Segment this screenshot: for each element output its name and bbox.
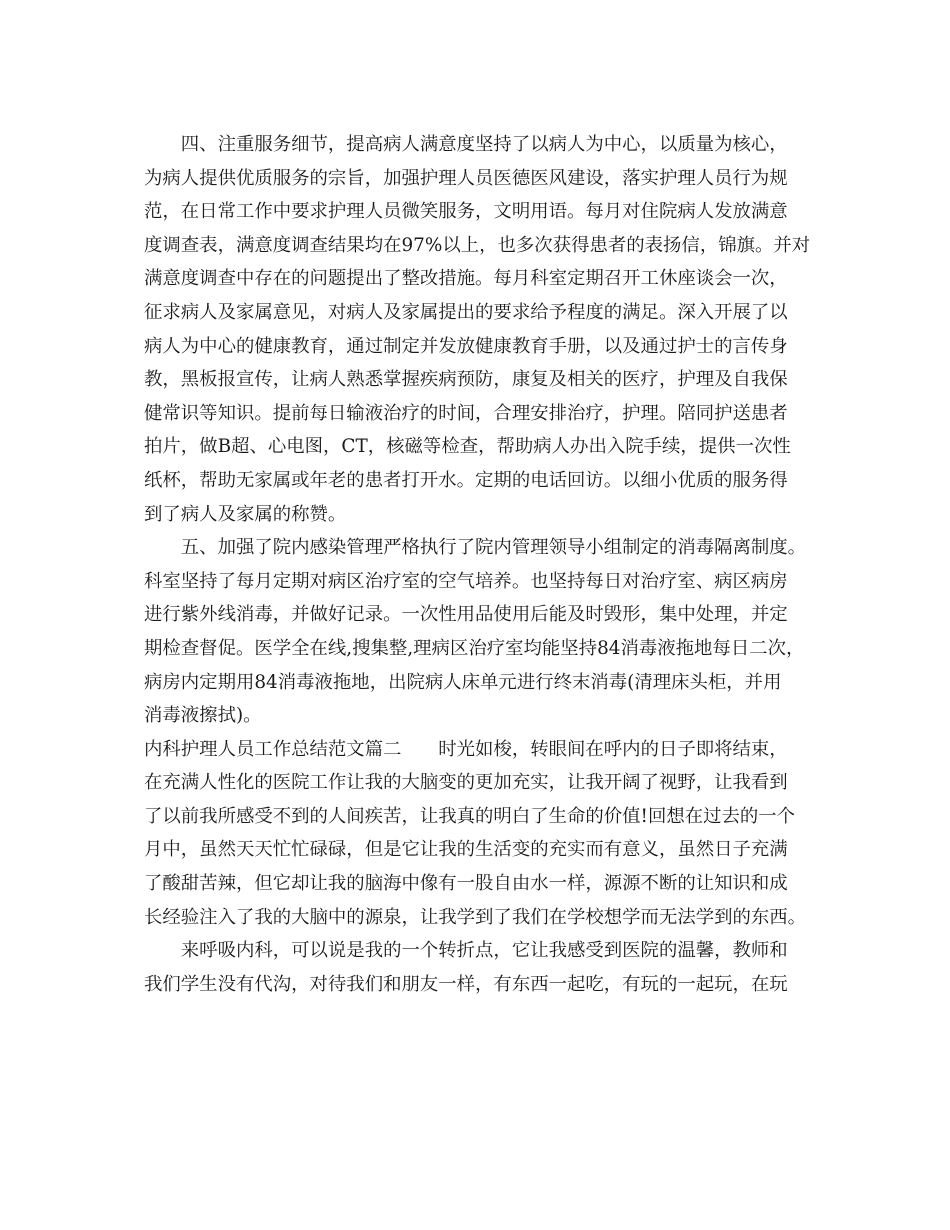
text-line: 来呼吸内科，可以说是我的一个转折点，它让我感受到医院的温馨，教师和 [144,940,788,962]
text-line: 科室坚持了每月定期对病区治疗室的空气培养。也坚持每日对治疗室、病区病房 [144,570,788,592]
section-opening-text: 时光如梭，转眼间在呼内的日子即将结束， [401,738,788,760]
text-line: 期检查督促。医学全在线,搜集整,理病区治疗室均能坚持84消毒液拖地每日二次， [144,637,805,659]
text-line: 病房内定期用84消毒液拖地，出院病人床单元进行终末消毒(清理床头柜，并用 [144,671,782,693]
text-line: 五、加强了院内感染管理严格执行了院内管理领导小组制定的消毒隔离制度。 [144,537,807,559]
text-line: 了以前我所感受不到的人间疾苦，让我真的明白了生命的价值!回想在过去的一个 [144,805,796,827]
text-line: 满意度调查中存在的问题提出了整改措施。每月科室定期召开工休座谈会一次， [144,268,788,290]
text-line: 我们学生没有代沟，对待我们和朋友一样，有东西一起吃，有玩的一起玩，在玩 [144,973,788,995]
text-line: 病人为中心的健康教育，通过制定并发放健康教育手册，以及通过护士的言传身 [144,335,788,357]
text-line: 纸杯，帮助无家属或年老的患者打开水。定期的电话回访。以细小优质的服务得 [144,469,788,491]
text-line: 进行紫外线消毒，并做好记录。一次性用品使用后能及时毁形，集中处理，并定 [144,604,788,626]
text-line: 了酸甜苦辣，但它却让我的脑海中像有一股自由水一样，源源不断的让知识和成 [144,873,788,895]
text-line: 到了病人及家属的称赞。 [144,503,347,525]
text-line: 教，黑板报宣传，让病人熟悉掌握疾病预防，康复及相关的医疗，护理及自我保 [144,369,788,391]
text-line: 范，在日常工作中要求护理人员微笑服务，文明用语。每月对住院病人发放满意 [144,201,788,223]
section-title: 内科护理人员工作总结范文篇二 [144,738,402,760]
text-line: 拍片，做B超、心电图，CT，核磁等检查，帮助病人办出入院手续，提供一次性 [144,436,791,458]
text-line: 健常识等知识。提前每日输液治疗的时间，合理安排治疗，护理。陪同护送患者 [144,402,788,424]
document-body [144,128,816,1001]
text-line: 消毒液擦拭)。 [144,705,262,727]
text-line: 度调查表，满意度调查结果均在97%以上，也多次获得患者的表扬信，锦旗。并对 [144,234,811,256]
text-line: 长经验注入了我的大脑中的源泉，让我学到了我们在学校想学而无法学到的东西。 [144,906,807,928]
text-line: 为病人提供优质服务的宗旨，加强护理人员医德医风建设，落实护理人员行为规 [144,167,788,189]
text-line: 在充满人性化的医院工作让我的大脑变的更加充实，让我开阔了视野，让我看到 [144,772,788,794]
text-line: 征求病人及家属意见，对病人及家属提出的要求给予程度的满足。深入开展了以 [144,301,788,323]
text-line: 月中，虽然天天忙忙碌碌，但是它让我的生活变的充实而有意义，虽然日子充满 [144,839,788,861]
section-heading-line [144,733,816,767]
text-line: 四、注重服务细节，提高病人满意度坚持了以病人为中心，以质量为核心， [144,134,788,155]
